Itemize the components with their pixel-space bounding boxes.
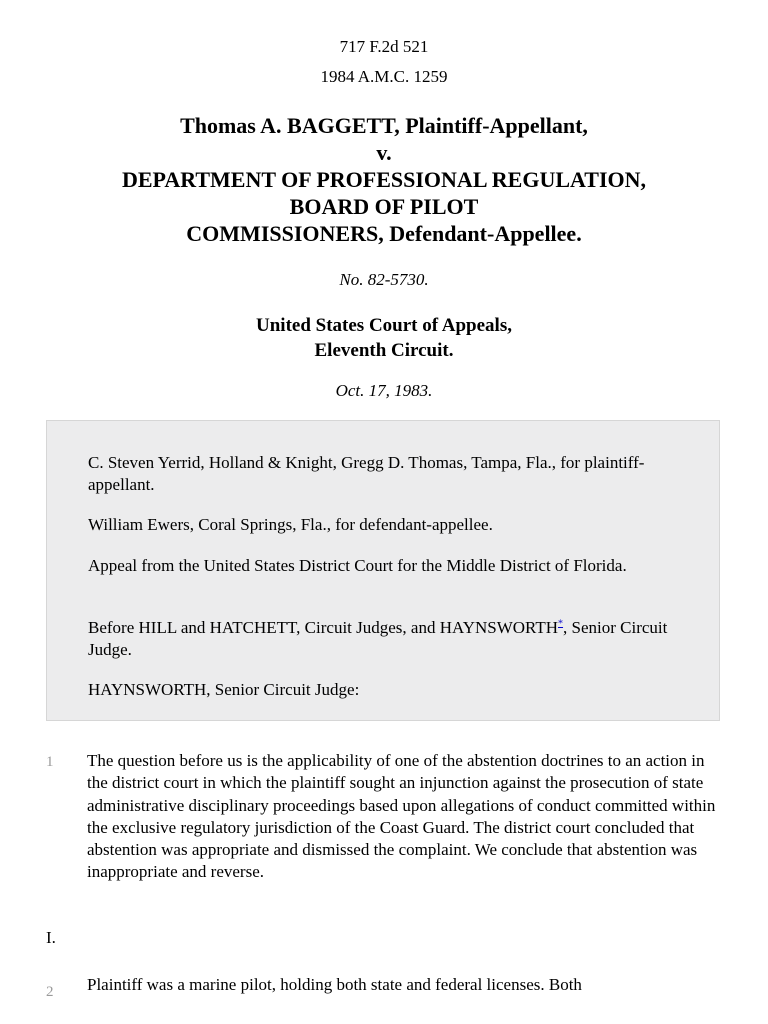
prelims-box [46, 420, 720, 721]
court-line2: Eleventh Circuit. [314, 340, 454, 361]
panel-judges-suffix: , Senior Circuit Judge. [88, 618, 668, 659]
footnote-link[interactable]: * [558, 618, 564, 630]
section-heading: I. [46, 928, 56, 947]
panel-judges-text: Before HILL and HATCHETT, Circuit Judges, and HAYNSWORTH [88, 618, 559, 637]
caption-versus: v. [376, 140, 392, 165]
docket-number: No. 82-5730. [339, 270, 429, 289]
caption-appellee-line1: DEPARTMENT OF PROFESSIONAL REGULATION, [121, 167, 647, 192]
opinion-paragraph: The question before us is the applicability of one of the abstention doctrines to an action in the district court in which the plaintiff sought an injunction against the prosecution of state administrative disciplinary proceedings based upon allegations of conduct committed within the exclusive regulatory jurisdiction of the Coast Guard. The district court concluded that abstention was appropriate and dismissed the complaint. We conclude that abstention was inappropriate and reverse. [87, 751, 716, 882]
court-line1: United States Court of Appeals, [256, 315, 512, 336]
opinion-author: HAYNSWORTH, Senior Circuit Judge: [88, 680, 360, 699]
caption-appellee-line3: COMMISSIONERS, Defendant-Appellee. [186, 221, 582, 246]
opinion-paragraph: Plaintiff was a marine pilot, holding both state and federal licenses. Both [87, 975, 582, 994]
panel-judges [88, 617, 688, 661]
reporter-citation: 717 F.2d 521 [339, 37, 429, 56]
decision-date: Oct. 17, 1983. [335, 381, 433, 400]
case-caption [0, 112, 768, 247]
paragraph-number: 2 [46, 984, 54, 1000]
appeal-from: Appeal from the United States District Court for the Middle District of Florida. [88, 556, 627, 575]
caption-appellee-line2: BOARD OF PILOT [289, 194, 479, 219]
amc-citation: 1984 A.M.C. 1259 [320, 67, 448, 86]
court-name [0, 313, 768, 363]
counsel-appellant: C. Steven Yerrid, Holland & Knight, Gregg D. Thomas, Tampa, Fla., for plaintiff-appellant. [88, 453, 645, 494]
counsel-appellee: William Ewers, Coral Springs, Fla., for defendant-appellee. [88, 515, 493, 534]
caption-appellant: Thomas A. BAGGETT, Plaintiff-Appellant, [180, 113, 588, 138]
paragraph-number: 1 [46, 754, 54, 770]
